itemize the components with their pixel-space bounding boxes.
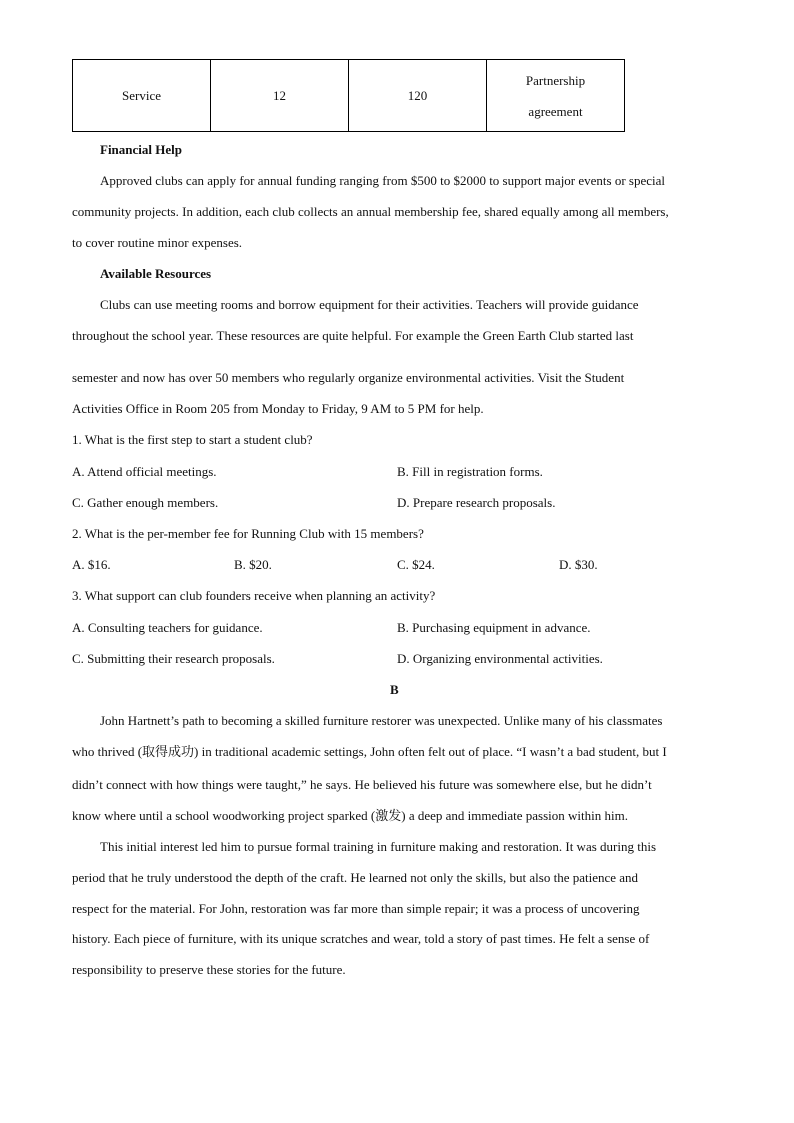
- paragraph-line: who thrived (取得成功) in traditional academic settings, John often felt out of place. “I wasn’t a bad student, but I: [72, 744, 667, 759]
- paragraph-line: respect for the material. For John, restoration was far more than simple repair; it was a process of uncovering: [72, 901, 640, 916]
- section-b-letter: B: [390, 682, 399, 697]
- option-c: C. $24.: [397, 557, 435, 572]
- question-stem: 3. What support can club founders receive when planning an activity?: [72, 588, 436, 603]
- table-cell: Service: [73, 60, 211, 132]
- question-stem: 1. What is the first step to start a student club?: [72, 432, 313, 447]
- paragraph-line: history. Each piece of furniture, with its unique scratches and wear, told a story of past times. He felt a sense of: [72, 931, 650, 946]
- option-b: B. Fill in registration forms.: [397, 464, 543, 479]
- paragraph-line: period that he truly understood the depth of the craft. He learned not only the skills, but also the patience and: [72, 870, 639, 885]
- financial-heading: Financial Help: [100, 142, 182, 157]
- option-a: A. $16.: [72, 557, 111, 572]
- option-a: A. Attend official meetings.: [72, 464, 217, 479]
- table-cell: 120: [349, 60, 487, 132]
- paragraph-line: John Hartnett’s path to becoming a skilled furniture restorer was unexpected. Unlike many of his classmates: [100, 713, 663, 728]
- table-row: [73, 60, 625, 132]
- option-a: A. Consulting teachers for guidance.: [72, 620, 263, 635]
- paragraph-line: throughout the school year. These resources are quite helpful. For example the Green Earth Club started last: [72, 328, 634, 343]
- paragraph-line: Activities Office in Room 205 from Monday to Friday, 9 AM to 5 PM for help.: [72, 401, 484, 416]
- table-cell-line: Partnership: [525, 72, 586, 88]
- option-b: B. $20.: [234, 557, 272, 572]
- option-c: C. Submitting their research proposals.: [72, 651, 275, 666]
- table-cell: 12: [211, 60, 349, 132]
- option-d: D. Prepare research proposals.: [397, 495, 556, 510]
- paragraph-line: Clubs can use meeting rooms and borrow equipment for their activities. Teachers will provide guidance: [100, 297, 639, 312]
- table-cell: [487, 60, 625, 132]
- paragraph-line: community projects. In addition, each club collects an annual membership fee, shared equally among all members,: [72, 204, 669, 219]
- option-c: C. Gather enough members.: [72, 495, 219, 510]
- table-cell-line: agreement: [528, 103, 583, 119]
- paragraph-line: responsibility to preserve these stories for the future.: [72, 962, 346, 977]
- paragraph-line: didn’t connect with how things were taught,” he says. He believed his future was somewhere else, but he didn’t: [72, 777, 652, 792]
- paragraph-line: to cover routine minor expenses.: [72, 235, 243, 250]
- question-stem: 2. What is the per-member fee for Running Club with 15 members?: [72, 526, 424, 541]
- option-d: D. Organizing environmental activities.: [397, 651, 603, 666]
- option-d: D. $30.: [559, 557, 598, 572]
- paragraph-line: know where until a school woodworking project sparked (激发) a deep and immediate passion within him.: [72, 808, 628, 823]
- option-b: B. Purchasing equipment in advance.: [397, 620, 591, 635]
- paragraph-line: This initial interest led him to pursue formal training in furniture making and restoration. It was during this: [100, 839, 656, 854]
- resources-heading: Available Resources: [100, 266, 212, 281]
- service-table: [72, 59, 625, 132]
- paragraph-line: semester and now has over 50 members who regularly organize environmental activities. Visit the Student: [72, 370, 625, 385]
- paragraph-line: Approved clubs can apply for annual funding ranging from $500 to $2000 to support major events or special: [100, 173, 666, 188]
